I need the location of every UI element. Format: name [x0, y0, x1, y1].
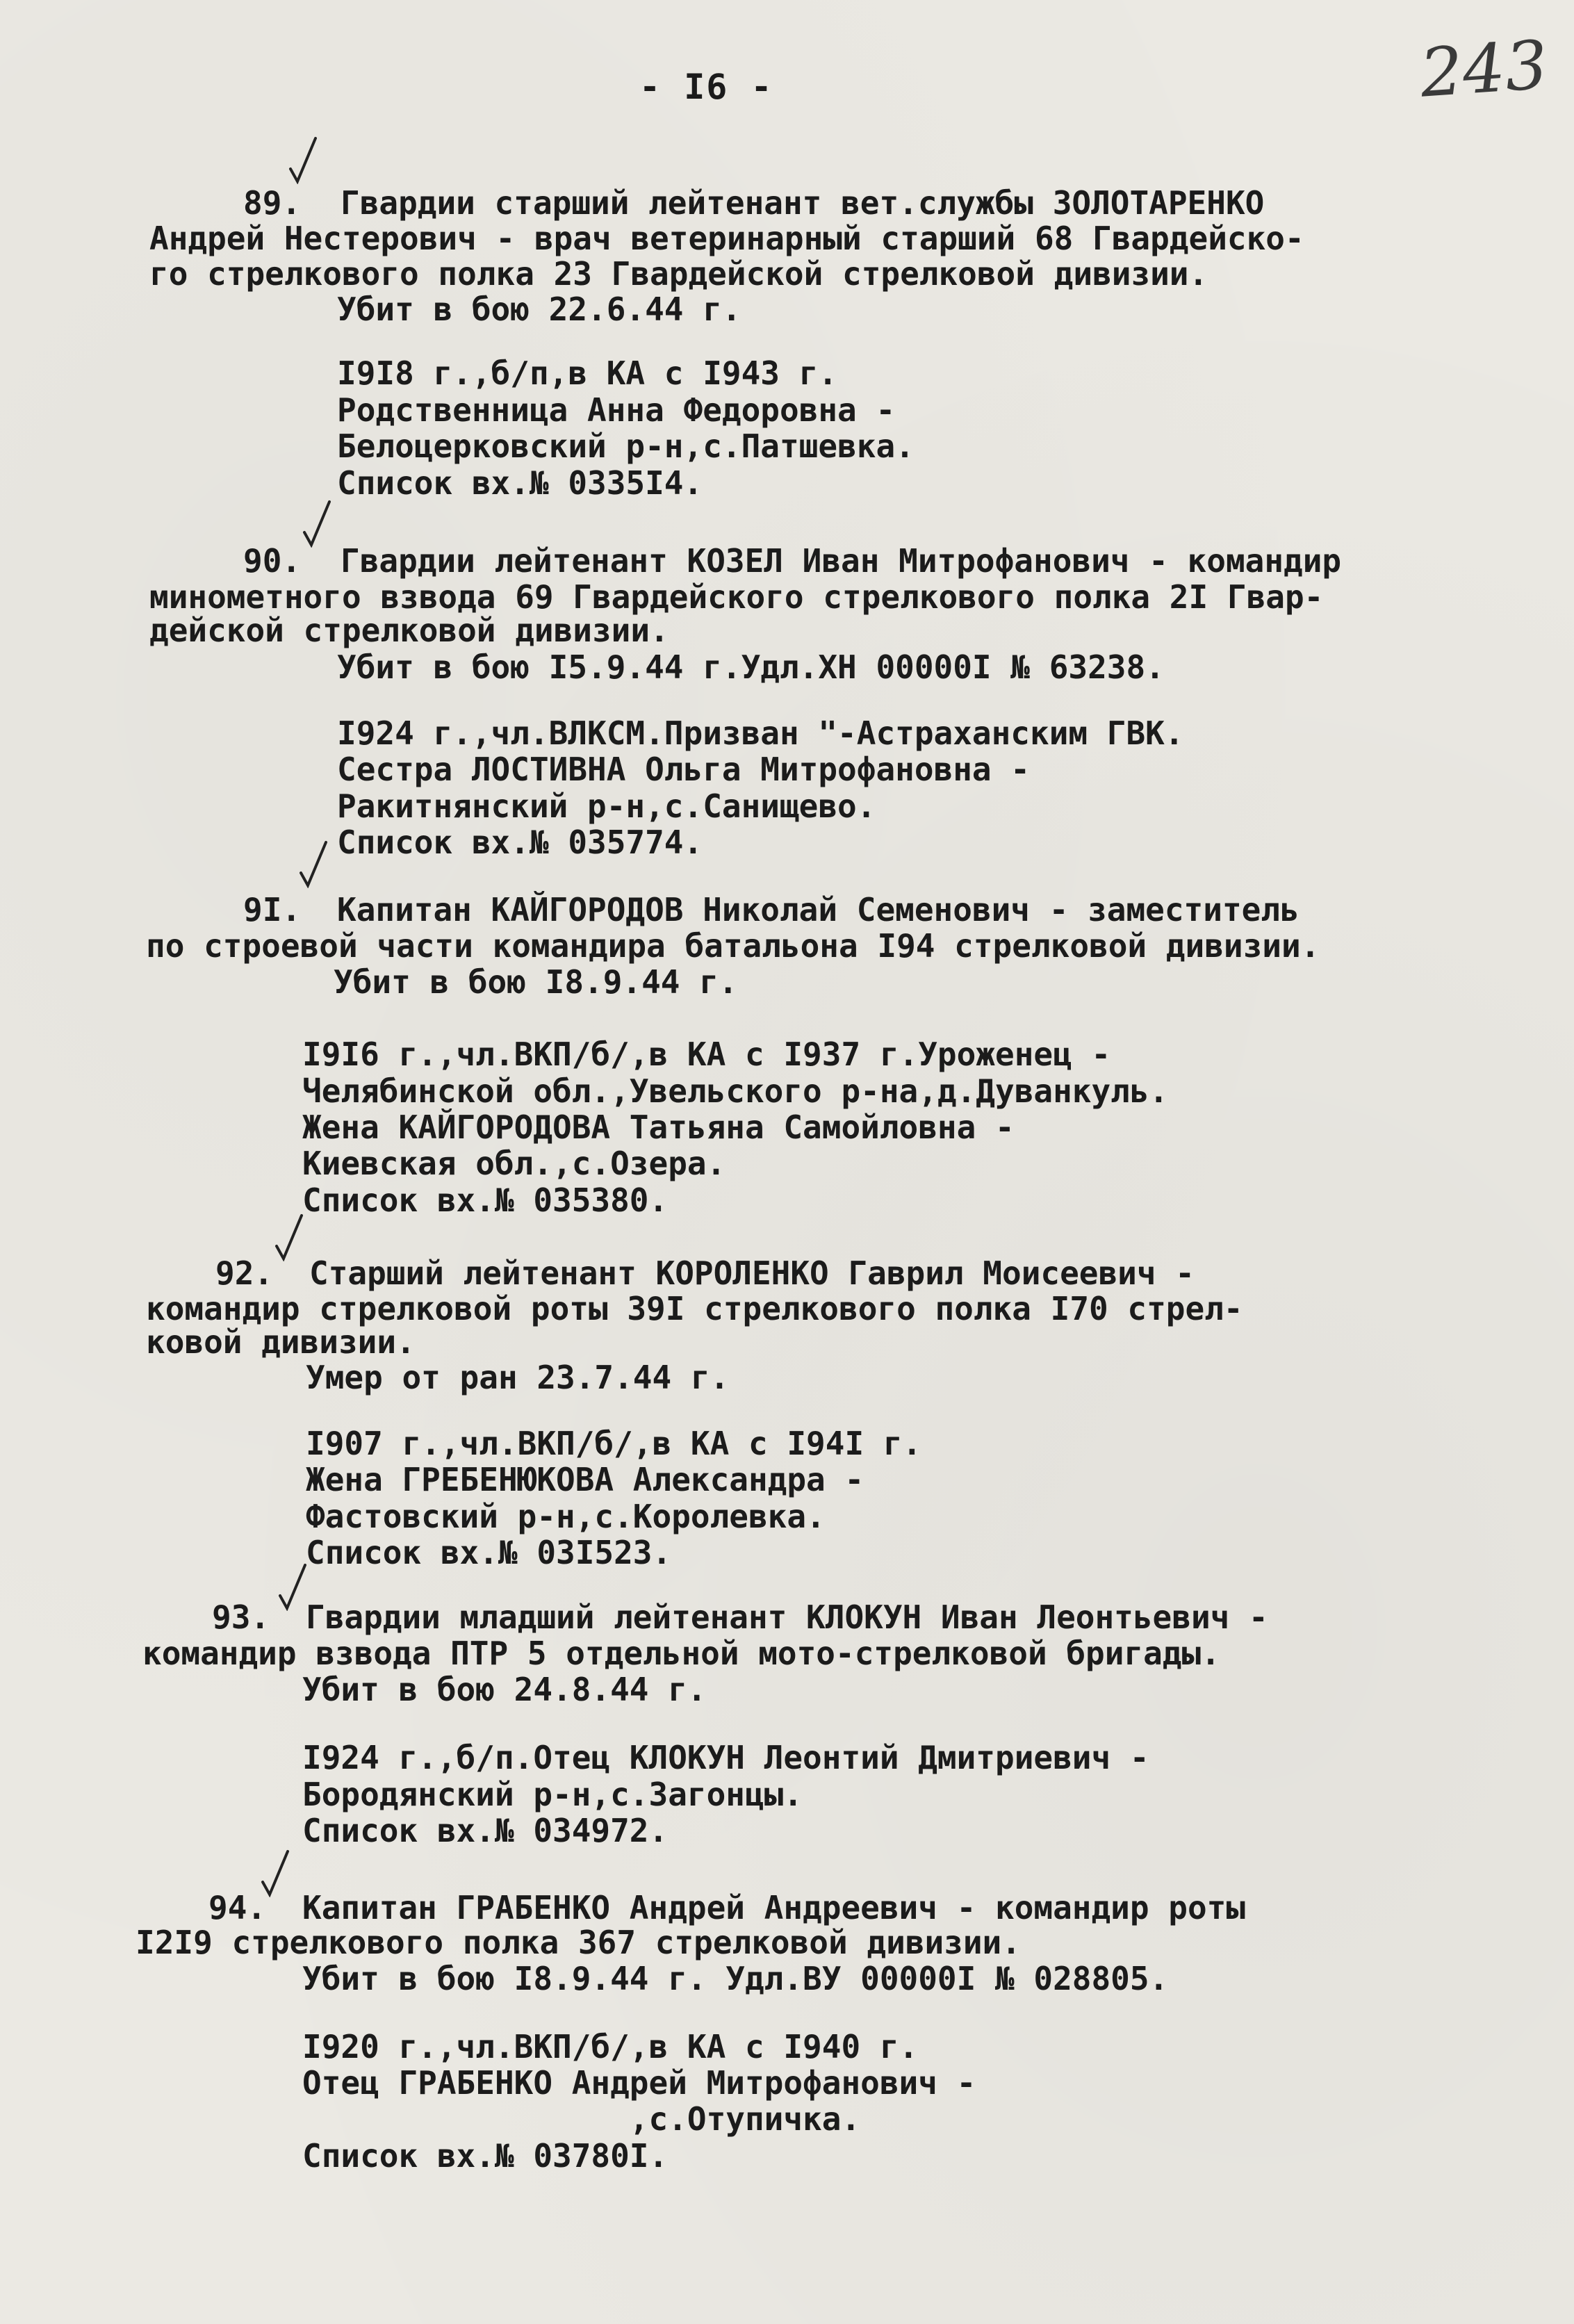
checkmark-icon	[274, 1562, 309, 1611]
entry-detail: I924 г.,б/п.Отец КЛОКУН Леонтий Дмитриевич -	[302, 1739, 1149, 1776]
checkmark-icon	[295, 840, 330, 888]
entry-number: 89.	[243, 184, 302, 222]
entry-detail: I9I6 г.,чл.ВКП/б/,в КА с I937 г.Уроженец -	[302, 1036, 1111, 1073]
entry-line: минометного взвода 69 Гвардейского стрелкового полка 2I Гвар-	[149, 578, 1324, 616]
entry-detail: Ракитнянский р-н,с.Санищево.	[337, 787, 876, 825]
entry-line: Убит в бою I8.9.44 г.	[334, 963, 738, 1001]
entry-number: 90.	[243, 542, 302, 580]
entry-detail: Родственница Анна Федоровна -	[337, 391, 896, 429]
entry-line: I2I9 стрелкового полка 367 стрелковой дивизии.	[136, 1924, 1021, 1961]
entry-number: 93.	[212, 1598, 270, 1636]
entry-line: командир взвода ПТР 5 отдельной мото-стрелковой бригады.	[142, 1635, 1220, 1672]
entry-detail: Список вх.№ 03780I.	[302, 2137, 669, 2175]
entry-detail: I9I8 г.,б/п,в КА с I943 г.	[337, 354, 838, 392]
entry-line: Убит в бою I5.9.44 г.Удл.ХН 00000I № 63238.	[337, 648, 1165, 686]
entry-detail: Бородянский р-н,с.Загонцы.	[302, 1776, 803, 1813]
entry-number: 92.	[215, 1254, 274, 1292]
entry-detail: Список вх.№ 035380.	[302, 1181, 669, 1219]
entry-line: по строевой части командира батальона I94 стрелковой дивизии.	[146, 927, 1320, 965]
entry-detail: I924 г.,чл.ВЛКСМ.Призван "-Астраханским ГВК.	[337, 714, 1184, 752]
entry-detail: Белоцерковский р-н,с.Патшевка.	[337, 427, 915, 465]
checkmark-icon	[299, 499, 334, 548]
entry-detail: Челябинской обл.,Увельского р-на,д.Дуванкуль.	[302, 1072, 1169, 1110]
entry-number: 9I.	[243, 891, 302, 928]
entry-number: 94.	[208, 1889, 267, 1926]
entry-line: Андрей Нестерович - врач ветеринарный старший 68 Гвардейско-	[149, 220, 1304, 257]
entry-detail: Сестра ЛОСТИВНА Ольга Митрофановна -	[337, 751, 1030, 788]
archive-handwritten-number: 243	[1418, 26, 1550, 113]
entry-detail: I920 г.,чл.ВКП/б/,в КА с I940 г.	[302, 2028, 919, 2065]
entry-detail: Киевская обл.,с.Озера.	[302, 1145, 726, 1182]
entry-line: Умер от ран 23.7.44 г.	[306, 1359, 730, 1396]
entry-detail: I907 г.,чл.ВКП/б/,в КА с I94I г.	[306, 1425, 922, 1462]
entry-line: дейской стрелковой дивизии.	[149, 612, 669, 649]
entry-line: Убит в бою 24.8.44 г.	[302, 1671, 707, 1708]
entry-detail: Список вх.№ 03I523.	[306, 1534, 672, 1571]
checkmark-icon	[271, 1213, 306, 1261]
entry-detail: Список вх.№ 0335I4.	[337, 464, 703, 502]
checkmark-icon	[285, 136, 320, 184]
entry-detail: Отец ГРАБЕНКО Андрей Митрофанович -	[302, 2064, 976, 2102]
entry-line: Гвардии лейтенант КОЗЕЛ Иван Митрофанович - командир	[341, 542, 1342, 580]
entry-detail: Список вх.№ 034972.	[302, 1812, 669, 1849]
entry-line: Старший лейтенант КОРОЛЕНКО Гаврил Моисеевич -	[309, 1254, 1195, 1292]
entry-line: ковой дивизии.	[146, 1323, 416, 1361]
entry-line: Убит в бою 22.6.44 г.	[337, 290, 741, 328]
entry-detail: Список вх.№ 035774.	[337, 824, 703, 861]
entry-line: командир стрелковой роты 39I стрелкового полка I70 стрел-	[146, 1290, 1243, 1327]
entry-detail: Фастовский р-н,с.Королевка.	[306, 1498, 826, 1535]
entry-line: Капитан ГРАБЕНКО Андрей Андреевич - командир роты	[302, 1889, 1246, 1926]
entry-line: Капитан КАЙГОРОДОВ Николай Семенович - заместитель	[337, 891, 1300, 928]
entry-line: го стрелкового полка 23 Гвардейской стрелковой дивизии.	[149, 255, 1208, 293]
entry-line: Убит в бою I8.9.44 г. Удл.ВУ 00000I № 028805.	[302, 1960, 1169, 1997]
entry-detail: ,с.Отупичка.	[302, 2100, 861, 2138]
entry-line: Гвардии младший лейтенант КЛОКУН Иван Леонтьевич -	[306, 1598, 1268, 1636]
page-number: - I6 -	[639, 67, 773, 107]
entry-detail: Жена КАЙГОРОДОВА Татьяна Самойловна -	[302, 1108, 1015, 1146]
entry-line: Гвардии старший лейтенант вет.службы ЗОЛОТАРЕНКО	[341, 184, 1265, 222]
entry-detail: Жена ГРЕБЕНЮКОВА Александра -	[306, 1461, 864, 1498]
